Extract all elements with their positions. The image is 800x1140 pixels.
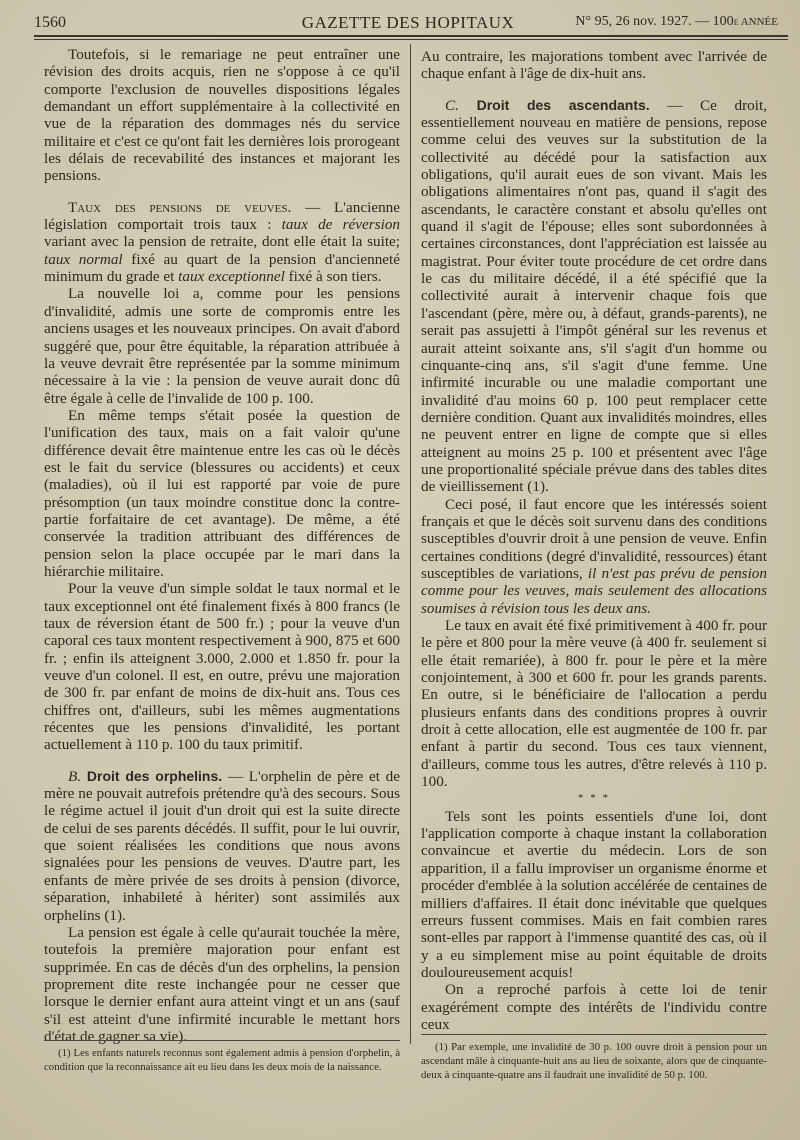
paragraph: Le taux en avait été fixé primitivement à 400 fr. pour le père et 800 pour la mère veuve (à 400 fr. seulement si elle était remariée), à 800 fr. pour le père et la mère conjointement, à 300 et 600 fr. pour les grands parents. En outre, si le bénéficiaire de l'allocation a perdu plusieurs enfants dans des conditions propres à ouvrir droit à cette allocation, elle est augmentée de 100 fr. par enfant à partir du second. Tous ces taux viennent, d'ailleurs, comme tous les autres, d'être relevés à 110 p. 100. bbox=[421, 617, 767, 791]
column-divider bbox=[410, 44, 411, 1044]
paragraph: Ceci posé, il faut encore que les intéressés soient français et que le décès soit survenu dans des conditions susceptibles d'ouvrir droit à une pension de veuve. Enfin certaines conditions (degré d'invalidité, ressources) étant susceptibles de variations, il n'est pas prévu de pension comme pour les veuves, mais seulement des allocations soumises à révision tous les deux ans. bbox=[421, 495, 767, 617]
paragraph: La pension est égale à celle qu'aurait touchée la mère, toutefois la première majoration pour enfant est supprimée. En cas de décès d'un des orphelins, la pension proprement dite reste inchangée pour ne cesser que lorsque le dernier enfant aura atteint vingt et un ans (sauf s'il est atteint d'une infirmité incurable le mettant hors d'état de gagner sa vie). bbox=[44, 923, 400, 1045]
paragraph: On a reproché parfois à cette loi de tenir exagérément compte des intérêts de l'individu contre ceux bbox=[421, 981, 767, 1033]
header-rule bbox=[34, 35, 788, 37]
footnote-right: (1) Par exemple, une invalidité de 30 p. 100 ouvre droit à pension pour un ascendant mâle à cinquante-huit ans au lieu de soixante, alors que de cinquante-deux à cinquante-quatre ans il faudrait une invalidité de 50 p. 100. bbox=[421, 1041, 767, 1081]
left-column bbox=[44, 46, 400, 1045]
paragraph: Tels sont les points essentiels d'une loi, dont l'application comporte à chaque instant la collaboration convaincue et avertie du médecin. Lors de son apparition, il a fallu improviser un organisme énorme et procéder d'emblée à la solution accélérée de centaines de milliers d'affaires. Il était donc inévitable que quelques erreurs fussent commises. Mais en fait combien rares sont-elles par rapport à l'immense quantité des cas, où il y a eu simplement mise au point équitable de droits douloureusement acquis! bbox=[421, 807, 767, 981]
paragraph: La nouvelle loi a, comme pour les pensions d'invalidité, admis une sorte de compromis entre les anciens usages et les nouveaux principes. On avait d'abord suggéré que, pour être équitable, la réparation attribuée à la veuve devrait être représentée par la somme minimum nécessaire à la vie : la pension de veuve aurait donc dû être égale à celle de l'invalide de 100 p. 100. bbox=[44, 285, 400, 407]
page-header bbox=[34, 8, 782, 34]
journal-title: GAZETTE DES HOPITAUX bbox=[301, 13, 515, 32]
section-heading: Droit des ascendants. bbox=[458, 96, 650, 113]
paragraph: Toutefois, si le remariage ne peut entraîner une révision des droits acquis, rien ne s'oppose à ce qu'il comporte l'exclusion de nouvelles dispositions légales demandant un effort supplémentaire à la collectivité en vue de la réparation des dommages nés du service militaire et c'est ce qu'ont fait les dernières lois prorogeant les délais de recevabilité des instances et majorant les pensions. bbox=[44, 46, 400, 185]
page-number: 1560 bbox=[34, 14, 66, 31]
section-lead: Taux des pensions de veuves. bbox=[68, 198, 292, 216]
footnote-rule bbox=[44, 1040, 400, 1041]
header-rule-thin bbox=[34, 39, 788, 40]
paragraph-orphans: B. Droit des orphelins. — L'orphelin de père et de mère ne pouvait autrefois prétendre qu'à des secours. Sous le régime actuel il jouit d'un droit qui est la suite directe de celui de ses parents décédés. Il suffit, pour le lui ouvrir, que soient réalisées les conditions que nous avons signalées pour les pensions de veuves. D'autre part, les enfants de mère privée de ses droits à pension (divorce, séparation, inhabileté à hériter) sont assimilés aux orphelins (1). bbox=[44, 767, 400, 924]
issue-date: N° 95, 26 nov. 1927. — 100e ANNÉE bbox=[575, 14, 778, 29]
footnote-left: (1) Les enfants naturels reconnus sont également admis à pension d'orphelin, à condition que la reconnaissance ait eu lieu dans les deux mois de la naissance. bbox=[44, 1047, 400, 1073]
section-heading: Droit des orphelins. bbox=[81, 767, 223, 784]
paragraph-widow-rates: Taux des pensions de veuves. — L'ancienne législation comportait trois taux : taux de réversion variant avec la pension de retraite, dont elle était la suite; taux normal fixé au quart de la pension d'ancienneté minimum du grade et taux exceptionnel fixé à son tiers. bbox=[44, 198, 401, 286]
right-column bbox=[421, 48, 767, 1033]
footnote-rule bbox=[421, 1034, 767, 1035]
paragraph-ascendants: C. Droit des ascendants. — Ce droit, essentiellement nouveau en matière de pensions, repose comme celui des veuves sur la substitution de la collectivité au décédé pour la satisfaction aux obligations, qu'il aurait eues de son vivant. Mais les obligations alimentaires n'ont pas, quand il s'agit des ascendants, le caractère constant et absolu qu'elles ont quand il s'agit de l'épouse; elles sont subordonnées à certaines circonstances, dont l'appréciation est laissée au magistrat. Pour éviter toute procédure de cet ordre dans le cas du militaire décédé, il a été spécifié que la collectivité aurait à intervenir chaque fois que l'ascendant (père, mère ou, à défaut, grands-parents), ne serait pas assujetti à l'impôt général sur les revenus et aurait atteint soixante ans, s'il s'agit d'un homme ou cinquante-cinq ans, s'il s'agit d'une femme. Une infirmité incurable ou une maladie comportant une invalidité d'au moins 60 p. 100 peut remplacer cette dernière condition. Quant aux invalidités moindres, elles ne peuvent entrer en ligne de compte que si elles atteignent au moins 25 p. 100 et présentent avec l'âge une proportionalité spéciale prévue dans des tables dites de vieillissement (1). bbox=[421, 96, 767, 496]
section-separator: * * * bbox=[578, 792, 610, 805]
paragraph: Au contraire, les majorations tombent avec l'arrivée de chaque enfant à l'âge de dix-huit ans. bbox=[421, 48, 767, 83]
paragraph: En même temps s'était posée la question de l'unification des taux, mais on a fait valoir qu'une différence devait être maintenue entre les cas où le décès est le fait du service (blessures ou accidents) et ceux (maladies), où il lui est rapporté par voie de pure présomption (un taux moindre constitue donc la contre-partie forfaitaire de cet avantage). De même, a été conservée la tradition attribuant des différences de pension selon la place occupée par le mari dans la hiérarchie militaire. bbox=[44, 406, 400, 580]
paragraph: Pour la veuve d'un simple soldat le taux normal et le taux exceptionnel ont été finalement fixés à 800 francs (le taux de réversion étant de 500 fr.) ; pour la veuve d'un caporal ces taux montent respectivement à 900, 875 et 600 fr. ; enfin ils atteignent 3.000, 2.000 et 1.850 fr. pour la veuve d'un colonel. Il est, en outre, prévu une majoration de 300 fr. par enfant de moins de dix-huit ans. Tous ces chiffres ont, d'ailleurs, subi les mêmes augmentations récentes que les pensions d'invalidité, les portant actuellement à 110 p. 100 du taux primitif. bbox=[44, 580, 400, 754]
